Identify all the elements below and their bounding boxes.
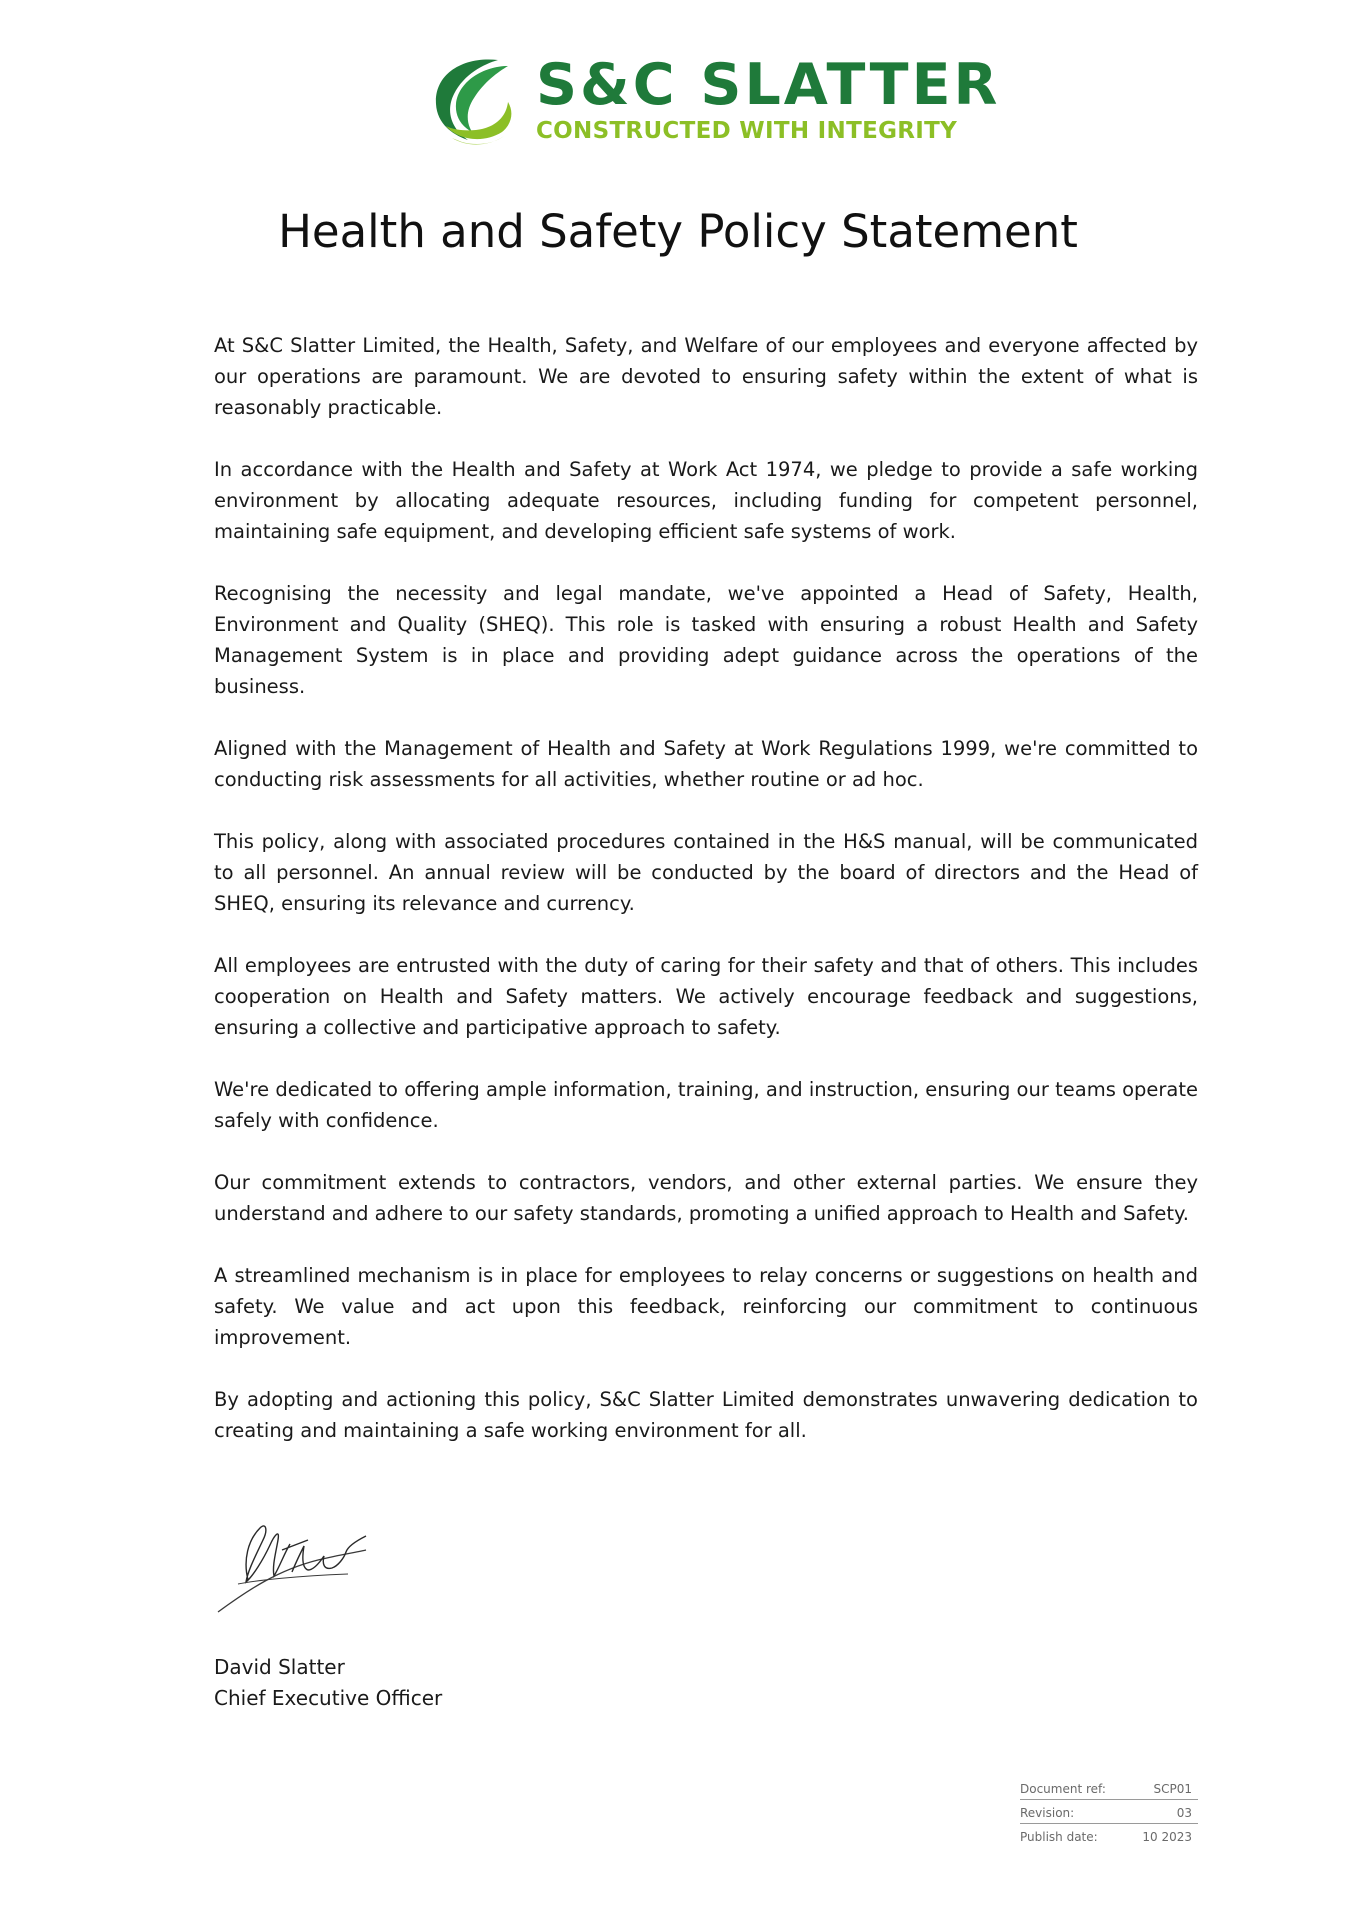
company-tagline: CONSTRUCTED WITH INTEGRITY xyxy=(536,118,958,144)
revision-value: 03 xyxy=(1176,1806,1192,1820)
paragraph: A streamlined mechanism is in place for employees to relay concerns or suggestions on health and safety. We value and act upon this feedback, reinforcing our commitment to continuous improvement. xyxy=(214,1264,1198,1349)
paragraph: This policy, along with associated procedures contained in the H&S manual, will be communicated to all personnel. An annual review will be conducted by the board of directors and the Head of SHEQ, ensuring its relevance and currency. xyxy=(214,830,1198,915)
publish-date-row xyxy=(1020,1824,1198,1848)
publish-date-value: 10 2023 xyxy=(1142,1830,1192,1844)
signatory-role: Chief Executive Officer xyxy=(214,1686,443,1710)
paragraph: In accordance with the Health and Safety at Work Act 1974, we pledge to provide a safe working environment by allocating adequate resources, including funding for competent personnel, maintaining safe equipment, and developing efficient safe systems of work. xyxy=(214,458,1198,543)
paragraph: Recognising the necessity and legal mandate, we've appointed a Head of Safety, Health, Environment and Quality (SHEQ). This role is tasked with ensuring a robust Health and Safety Management System is in place and providing adept guidance across the operations of the business. xyxy=(214,582,1198,698)
paragraph: We're dedicated to offering ample information, training, and instruction, ensuring our teams operate safely with confidence. xyxy=(214,1078,1198,1132)
handwritten-signature xyxy=(208,1500,368,1620)
swoosh-logo-icon xyxy=(428,52,516,148)
publish-date-label: Publish date: xyxy=(1020,1830,1098,1844)
page-title: Health and Safety Policy Statement xyxy=(278,205,1078,258)
paragraph: Our commitment extends to contractors, vendors, and other external parties. We ensure they understand and adhere to our safety standards, promoting a unified approach to Health and Safety. xyxy=(214,1171,1198,1225)
ref-row xyxy=(1020,1776,1198,1800)
company-logo xyxy=(428,52,1001,152)
policy-body xyxy=(214,330,1198,1477)
signatory-name: David Slatter xyxy=(214,1655,345,1679)
revision-row xyxy=(1020,1800,1198,1824)
signatory xyxy=(214,1652,442,1714)
paragraph: At S&C Slatter Limited, the Health, Safety, and Welfare of our employees and everyone affected by our operations are paramount. We are devoted to ensuring safety within the extent of what is reasonably practicable. xyxy=(214,334,1198,419)
paragraph: All employees are entrusted with the duty of caring for their safety and that of others. This includes cooperation on Health and Safety matters. We actively encourage feedback and suggestions, ensuring a collective and participative approach to safety. xyxy=(214,954,1198,1039)
revision-label: Revision: xyxy=(1020,1806,1075,1820)
company-name: S&C SLATTER xyxy=(536,52,1001,118)
ref-value: SCP01 xyxy=(1153,1782,1192,1796)
paragraph: By adopting and actioning this policy, S&C Slatter Limited demonstrates unwavering dedication to creating and maintaining a safe working environment for all. xyxy=(214,1388,1198,1442)
paragraph: Aligned with the Management of Health and Safety at Work Regulations 1999, we're committed to conducting risk assessments for all activities, whether routine or ad hoc. xyxy=(214,737,1198,791)
ref-label: Document ref: xyxy=(1020,1782,1106,1796)
document-reference-table xyxy=(1020,1776,1198,1847)
